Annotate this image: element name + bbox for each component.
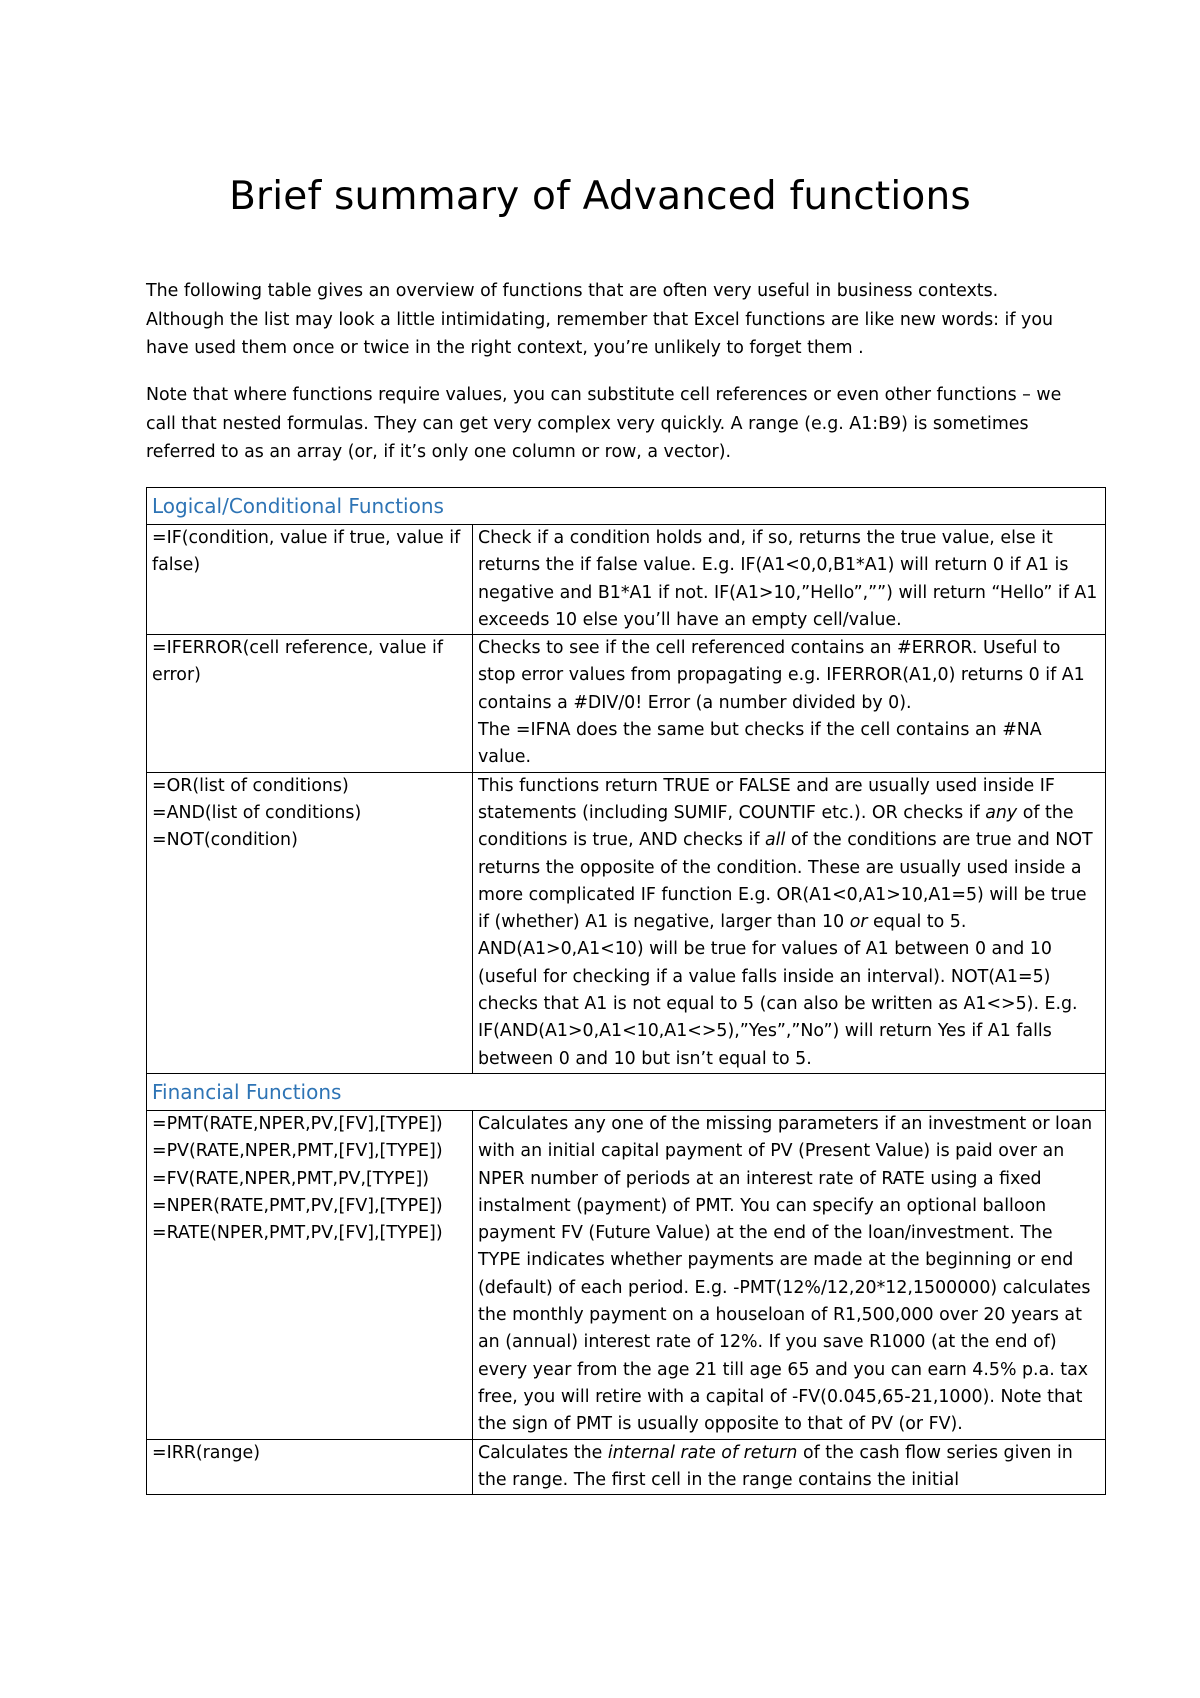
function-syntax: =PMT(RATE,NPER,PV,[FV],[TYPE]) [152,1113,443,1134]
function-description-note: The =IFNA does the same but checks if the cell contains an #NA value. [478,720,1042,768]
description-emphasis: or [849,912,868,933]
section-heading: Financial Functions [147,1073,1106,1110]
function-syntax: =IRR(range) [152,1442,261,1463]
function-description: Calculates any one of the missing parameters if an investment or loan with an initial capital payment of PV (Present Value) is paid over an NPER number of periods at an interest rate of RATE using a fixed instalment (payment) of PMT. You can specify an optional balloon payment FV (Future Value) at the end of the loan/investment. The TYPE indicates whether payments are made at the beginning or end (default) of each period. E.g. -PMT(12%/12,20*12,1500000) calculates the monthly payment on a houseloan of R1,500,000 over 20 years at an (annual) interest rate of 12%. If you save R1000 (at the end of) every year from the age 21 till age 65 and you can earn 4.5% p.a. tax free, you will retire with a capital of -FV(0.045,65-21,1000). Note that the sign of PMT is usually opposite to that of PV (or FV). [478,1113,1093,1435]
section-heading-row [147,1073,1106,1110]
function-syntax: =IFERROR(cell reference, value if error) [152,638,443,686]
description-cell [473,772,1106,1073]
function-description: Check if a condition holds and, if so, returns the true value, else it returns the if false value. E.g. IF(A1<0,0,B1*A1) will return 0 if A1 is negative and B1*A1 if not. IF(A1>10,”Hello”,””) will return “Hello” if A1 exceeds 10 else you’ll have an empty cell/value. [478,528,1098,630]
function-syntax: =RATE(NPER,PMT,PV,[FV],[TYPE]) [152,1223,443,1244]
table-row [147,1110,1106,1439]
description-cell [473,635,1106,772]
function-description: Checks to see if the cell referenced contains an #ERROR. Useful to stop error values from propagating e.g. IFERROR(A1,0) returns 0 if A1 contains a #DIV/0! Error (a number divided by 0). [478,638,1085,713]
description-text: of the conditions is true, AND checks if [478,802,1074,851]
description-cell [473,1439,1106,1495]
function-cell [147,1439,473,1495]
functions-table [146,487,1106,1495]
intro-paragraph-2: Note that where functions require values, you can substitute cell references or even other functions – we call that nested formulas. They can get very complex very quickly. A range (e.g. A1:B9) is sometimes referred to as an array (or, if it’s only one column or row, a vector). [146,385,1062,462]
function-cell [147,635,473,772]
table-row [147,1439,1106,1495]
function-syntax: =PV(RATE,NPER,PMT,[FV],[TYPE]) [152,1141,443,1162]
function-syntax: =FV(RATE,NPER,PMT,PV,[TYPE]) [152,1168,430,1189]
function-syntax: =NOT(condition) [152,830,298,851]
function-cell [147,1110,473,1439]
description-text: of the conditions are true and NOT returns the opposite of the condition. These are usually used inside a more complicated IF function E.g. OR(A1<0,A1>10,A1=5) will be true if (whether) A1 is negative, larger than 10 [478,830,1093,933]
description-text: Calculates the [478,1442,608,1463]
function-cell [147,525,473,635]
function-syntax: =IF(condition, value if true, value if false) [152,528,461,576]
description-text: of the cash flow series given in the range. The first cell in the range contains the initial [478,1442,1073,1490]
description-emphasis: all [764,830,786,851]
table-row [147,525,1106,635]
table-row [147,772,1106,1073]
description-emphasis: internal rate of return [607,1442,798,1463]
page-title: Brief summary of Advanced functions [229,174,971,219]
section-heading: Logical/Conditional Functions [147,488,1106,525]
description-text: equal to 5. AND(A1>0,A1<10) will be true for values of A1 between 0 and 10 (useful for checking if a value falls inside an interval). NOT(A1=5) checks that A1 is not equal to 5 (can also be written as A1<>5). E.g. IF(AND(A1>0,A1<10,A1<>5),”Yes”,”No”) will return Yes if A1 falls between 0 and 10 but isn’t equal to 5. [478,912,1078,1069]
description-emphasis: any [985,802,1018,823]
function-cell [147,772,473,1073]
table-row [147,635,1106,772]
function-syntax: =AND(list of conditions) [152,802,362,823]
intro-paragraph-1: The following table gives an overview of functions that are often very useful in business contexts. Although the list may look a little intimidating, remember that Excel functions are like new words: if you have used them once or twice in the right context, you’re unlikely to forget them . [146,281,1053,358]
description-text: This functions return TRUE or FALSE and are usually used inside IF statements (including SUMIF, COUNTIF etc.). OR checks if [478,775,1055,823]
function-syntax: =NPER(RATE,PMT,PV,[FV],[TYPE]) [152,1195,443,1216]
description-cell [473,525,1106,635]
function-syntax: =OR(list of conditions) [152,775,349,796]
section-heading-row [147,488,1106,525]
description-cell [473,1110,1106,1439]
